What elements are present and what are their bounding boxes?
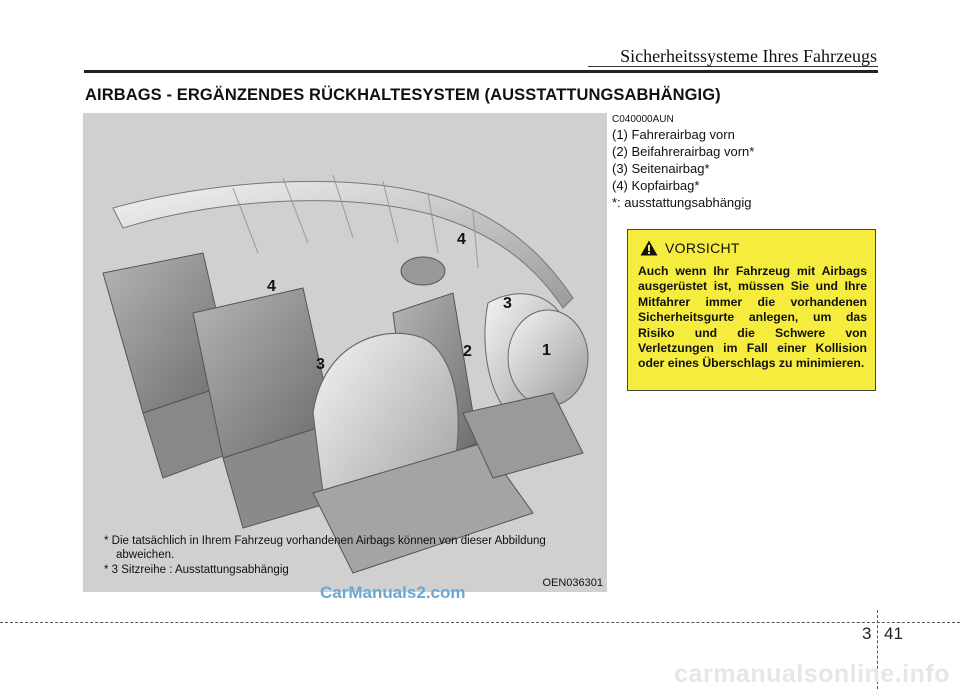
page-number: 41 xyxy=(884,624,903,643)
footer-rule xyxy=(0,622,960,623)
legend-item: (1) Fahrerairbag vorn xyxy=(612,127,735,142)
figure-note-1: * Die tatsächlich in Ihrem Fahrzeug vorhandenen Airbags können von dieser Abbildung xyxy=(104,535,546,547)
legend-item: (4) Kopfairbag* xyxy=(612,178,700,193)
caution-header xyxy=(640,240,740,256)
running-header: Sicherheitssysteme Ihres Fahrzeugs xyxy=(620,46,877,66)
legend-item: (3) Seitenairbag* xyxy=(612,161,710,176)
watermark-link[interactable]: CarManuals2.com xyxy=(320,583,466,602)
footer-watermark: carmanualsonline.info xyxy=(674,660,950,688)
callout-1: 1 xyxy=(542,342,551,359)
caution-text: Auch wenn Ihr Fahrzeug mit Airbags ausgerüstet ist, müssen Sie und Ihre Mitfahrer immer die vorhandenen Sicherheitsgurte anlegen, um das Risiko und die Schwere von Verletzungen im Fall einer Kollision oder eines Überschlags zu minimieren. xyxy=(638,264,867,371)
legend-list xyxy=(612,126,754,211)
callout-3-right: 3 xyxy=(503,295,512,312)
figure-note-2: * 3 Sitzreihe : Ausstattungsabhängig xyxy=(104,564,289,576)
callout-2: 2 xyxy=(463,343,472,360)
callout-4-left: 4 xyxy=(267,278,276,295)
car-interior-drawing xyxy=(83,113,607,592)
legend-item: (2) Beifahrerairbag vorn* xyxy=(612,144,755,159)
callout-3-left: 3 xyxy=(316,356,325,373)
callout-4-right: 4 xyxy=(457,231,466,248)
header-rule-thin xyxy=(588,66,878,67)
chapter-number: 3 xyxy=(862,624,872,643)
legend-item: *: ausstattungsabhängig xyxy=(612,195,752,210)
airbag-illustration xyxy=(83,113,607,592)
caution-box xyxy=(627,229,876,391)
legend-code: C040000AUN xyxy=(612,114,674,125)
caution-title: VORSICHT xyxy=(665,240,740,256)
figure-code: OEN036301 xyxy=(542,577,603,589)
header-rule-thick xyxy=(84,70,878,73)
warning-triangle-icon xyxy=(640,240,658,256)
figure-note-1-cont: abweichen. xyxy=(116,549,175,561)
section-title: AIRBAGS - ERGÄNZENDES RÜCKHALTESYSTEM (AUSSTATTUNGSABHÄNGIG) xyxy=(85,86,721,104)
